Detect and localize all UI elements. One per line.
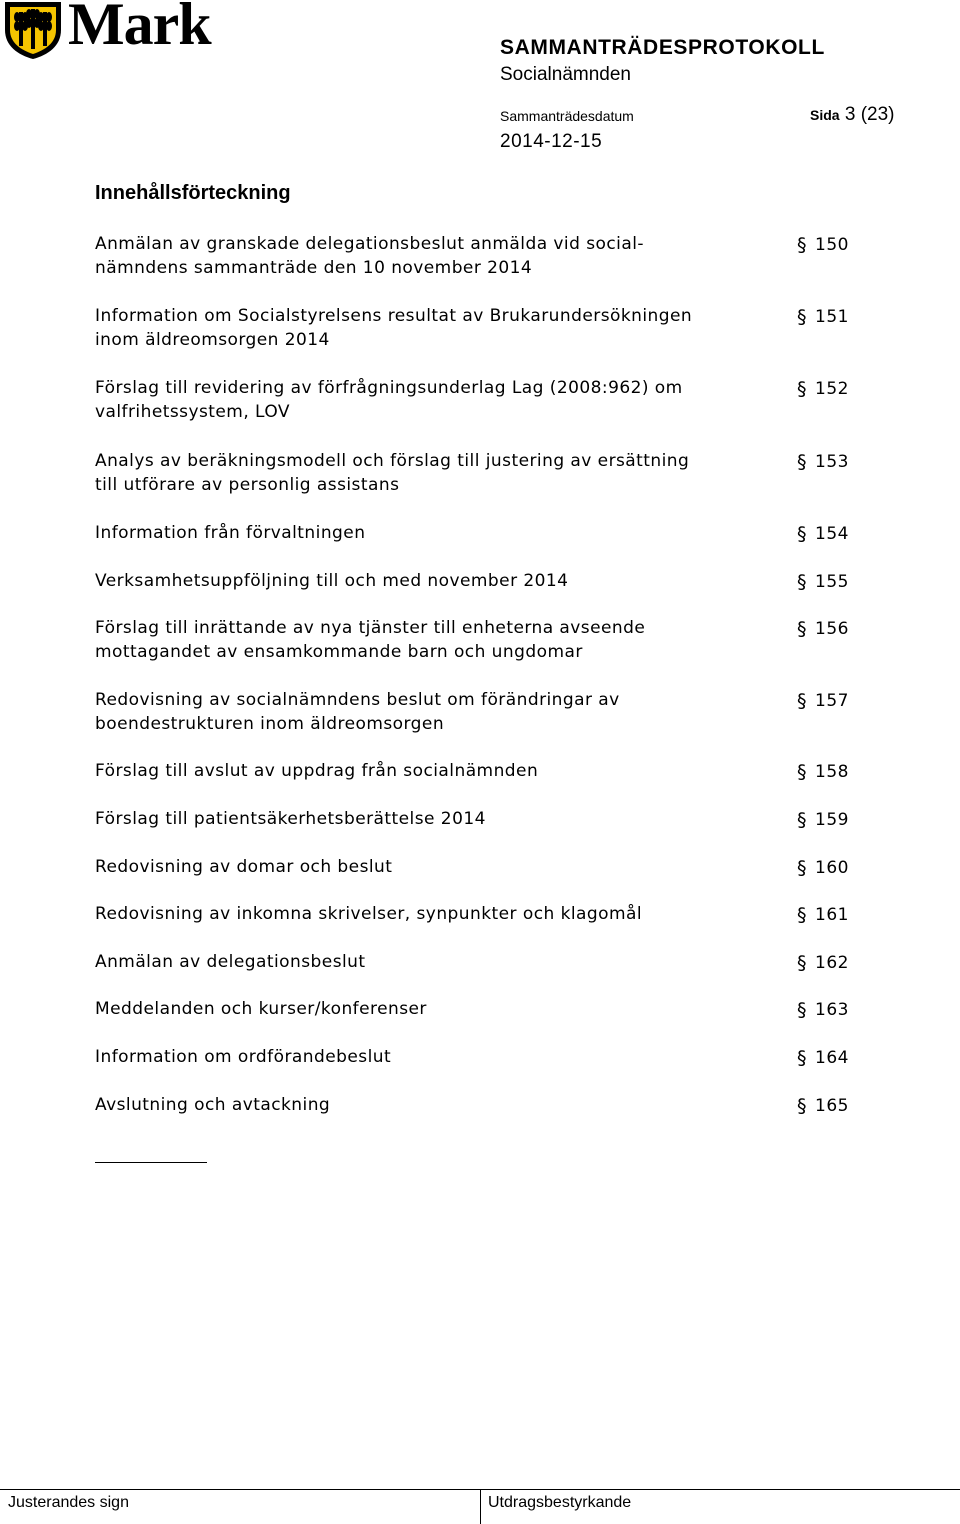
toc-item-number: 161 bbox=[815, 905, 849, 925]
toc-item-number: 151 bbox=[815, 307, 849, 327]
toc-item-text: Anmälan av delegationsbeslut bbox=[95, 952, 366, 972]
toc-item-text: Förslag till avslut av uppdrag från socialnämnden bbox=[95, 761, 539, 781]
section-symbol: § bbox=[797, 523, 807, 545]
toc-item-number: 153 bbox=[815, 452, 849, 472]
section-symbol: § bbox=[797, 690, 807, 712]
toc-item-number: 163 bbox=[815, 1000, 849, 1020]
section-symbol: § bbox=[797, 306, 807, 328]
toc-item-number: 152 bbox=[815, 379, 849, 399]
section-symbol: § bbox=[797, 904, 807, 926]
utdragsbestyrkande-field: Utdragsbestyrkande bbox=[488, 1494, 632, 1511]
section-symbol: § bbox=[797, 761, 807, 783]
toc-item-text: Redovisning av inkomna skrivelser, synpunkter och klagomål bbox=[95, 904, 643, 924]
section-symbol: § bbox=[797, 999, 807, 1021]
toc-item-number: 158 bbox=[815, 762, 849, 782]
toc-item-number: 159 bbox=[815, 810, 849, 830]
toc-item-text: Information om ordförandebeslut bbox=[95, 1047, 392, 1067]
coat-of-arms-icon bbox=[2, 0, 64, 60]
page-indicator bbox=[810, 104, 895, 126]
toc-item-number: 154 bbox=[815, 524, 849, 544]
toc-item-text: Förslag till revidering av förfrågningsunderlag Lag (2008:962) om valfrihetssystem, LOV bbox=[95, 378, 683, 422]
toc-item-text: Förslag till inrättande av nya tjänster till enheterna avseende mottagandet av ensamkommande barn och ungdomar bbox=[95, 618, 646, 662]
toc-item-number: 164 bbox=[815, 1048, 849, 1068]
section-symbol: § bbox=[797, 1095, 807, 1117]
toc-heading: Innehållsförteckning bbox=[95, 182, 291, 204]
meeting-date: 2014-12-15 bbox=[500, 131, 603, 152]
toc-item-text: Analys av beräkningsmodell och förslag till justering av ersättning till utförare av personlig assistans bbox=[95, 451, 690, 495]
section-symbol: § bbox=[797, 378, 807, 400]
section-symbol: § bbox=[797, 857, 807, 879]
toc-item-number: 150 bbox=[815, 235, 849, 255]
toc-item-text: Meddelanden och kurser/konferenser bbox=[95, 999, 427, 1019]
section-symbol: § bbox=[797, 809, 807, 831]
section-symbol: § bbox=[797, 618, 807, 640]
section-symbol: § bbox=[797, 1047, 807, 1069]
toc-item-text: Verksamhetsuppföljning till och med november 2014 bbox=[95, 571, 569, 591]
toc-item-text: Information om Socialstyrelsens resultat av Brukarundersökningen inom äldreomsorgen 2014 bbox=[95, 306, 693, 350]
end-rule bbox=[95, 1162, 207, 1163]
page-label: Sida bbox=[810, 107, 840, 123]
toc-item-text: Avslutning och avtackning bbox=[95, 1095, 331, 1115]
toc-item-number: 156 bbox=[815, 619, 849, 639]
footer-divider bbox=[480, 1489, 481, 1524]
logo-wordmark: Mark bbox=[68, 0, 211, 57]
committee-name: Socialnämnden bbox=[500, 64, 631, 85]
section-symbol: § bbox=[797, 234, 807, 256]
toc-item-number: 165 bbox=[815, 1096, 849, 1116]
protocol-title: SAMMANTRÄDESPROTOKOLL bbox=[500, 36, 825, 59]
toc-item-number: 162 bbox=[815, 953, 849, 973]
toc-item-text: Information från förvaltningen bbox=[95, 523, 366, 543]
section-symbol: § bbox=[797, 571, 807, 593]
page-number: 3 (23) bbox=[844, 104, 895, 125]
municipality-logo bbox=[2, 0, 242, 60]
section-symbol: § bbox=[797, 952, 807, 974]
meeting-date-label: Sammanträdesdatum bbox=[500, 108, 634, 124]
toc-item-number: 160 bbox=[815, 858, 849, 878]
justerandes-sign-field: Justerandes sign bbox=[8, 1494, 129, 1511]
toc-item-number: 157 bbox=[815, 691, 849, 711]
section-symbol: § bbox=[797, 451, 807, 473]
toc-item-text: Redovisning av socialnämndens beslut om förändringar av boendestrukturen inom äldreomsorgen bbox=[95, 690, 620, 734]
toc-item-text: Förslag till patientsäkerhetsberättelse 2014 bbox=[95, 809, 486, 829]
toc-item-text: Redovisning av domar och beslut bbox=[95, 857, 393, 877]
toc-item-text: Anmälan av granskade delegationsbeslut anmälda vid social- nämndens sammanträde den 10 november 2014 bbox=[95, 234, 644, 278]
toc-item-number: 155 bbox=[815, 572, 849, 592]
